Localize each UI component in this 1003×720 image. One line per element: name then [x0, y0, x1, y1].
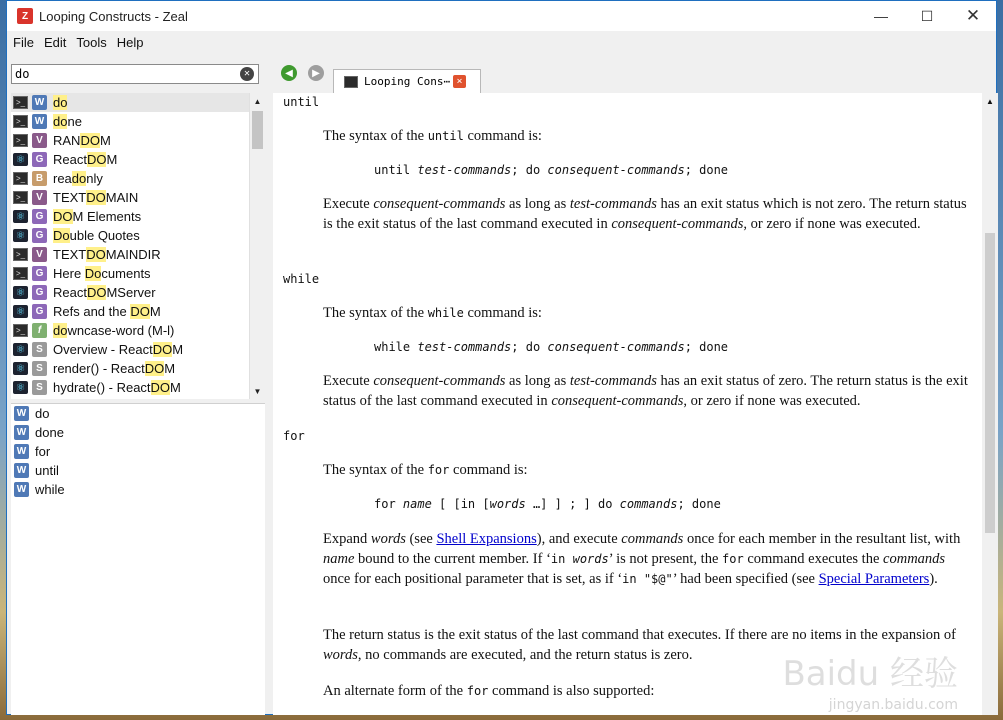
content-scroll-thumb[interactable] — [985, 233, 995, 533]
results-scrollbar[interactable] — [249, 93, 265, 399]
baidu-watermark: Baidu 经验 — [782, 654, 958, 694]
result-label: Double Quotes — [53, 228, 140, 243]
result-label: downcase-word (M-l) — [53, 323, 175, 338]
react-docset-icon: ⚛ — [13, 305, 28, 318]
type-B-icon: B — [32, 171, 47, 186]
word-type-icon: W — [14, 425, 29, 440]
type-S-icon: S — [32, 342, 47, 357]
result-label: Here Documents — [53, 266, 151, 281]
type-V-icon: V — [32, 247, 47, 262]
maximize-button[interactable]: ☐ — [920, 7, 934, 24]
result-label: Refs and the DOM — [53, 304, 161, 319]
react-docset-icon: ⚛ — [13, 286, 28, 299]
app-window — [6, 0, 997, 715]
while-syntax-code: while test-commands; do consequent-commands; done — [374, 340, 729, 354]
tab-looping-constructs[interactable] — [333, 69, 481, 93]
content-scroll-up-icon[interactable]: ▲ — [986, 96, 994, 106]
type-V-icon: V — [32, 133, 47, 148]
for-return-status: The return status is the exit status of the last command that executes. If there are no items in the expansion of words, no commands are executed, and the return status is zero. — [323, 627, 956, 663]
special-parameters-link[interactable]: Special Parameters — [818, 571, 930, 587]
result-item[interactable] — [11, 188, 265, 207]
result-label: RANDOM — [53, 133, 111, 148]
result-item[interactable] — [11, 93, 265, 112]
type-S-icon: S — [32, 380, 47, 395]
term-for: for — [283, 429, 305, 443]
result-item[interactable] — [11, 169, 265, 188]
title-bar[interactable] — [7, 1, 996, 31]
type-W-icon: W — [32, 95, 47, 110]
menu-bar — [7, 31, 996, 53]
word-type-icon: W — [14, 406, 29, 421]
tab-close-icon[interactable]: × — [453, 75, 466, 88]
menu-file[interactable]: File — [13, 34, 34, 50]
result-item[interactable] — [11, 283, 265, 302]
result-label: do — [53, 95, 68, 110]
word-type-icon: W — [14, 444, 29, 459]
for-syntax-intro: The syntax of the for command is: — [323, 462, 528, 478]
toc-label: done — [35, 425, 64, 440]
clear-search-icon[interactable]: ✕ — [240, 67, 254, 81]
result-item[interactable] — [11, 321, 265, 340]
while-syntax-intro: The syntax of the while command is: — [323, 305, 542, 321]
toc-item[interactable] — [11, 442, 265, 461]
for-syntax-code: for name [ [in [words …] ] ; ] do commands; done — [374, 497, 721, 511]
type-f-icon: f — [32, 323, 47, 338]
react-docset-icon: ⚛ — [13, 153, 28, 166]
tab-label: Looping Cons⋯ — [364, 75, 451, 88]
result-item[interactable] — [11, 207, 265, 226]
scroll-up-icon[interactable]: ▲ — [253, 96, 262, 106]
result-label: TEXTDOMAINDIR — [53, 247, 161, 262]
word-type-icon: W — [14, 482, 29, 497]
menu-edit[interactable]: Edit — [43, 34, 67, 50]
type-G-icon: G — [32, 285, 47, 300]
result-item[interactable] — [11, 340, 265, 359]
react-docset-icon: ⚛ — [13, 210, 28, 223]
minimize-button[interactable]: — — [874, 8, 888, 24]
bash-docset-icon: >_ — [13, 267, 28, 280]
for-alternate-form: An alternate form of the for command is also supported: — [323, 683, 655, 699]
shell-expansions-link[interactable]: Shell Expansions — [436, 531, 537, 547]
until-syntax-intro: The syntax of the until command is: — [323, 128, 542, 144]
for-description: Expand words (see Shell Expansions), and execute commands once for each member in the resultant list, with name bound to the current member. If ‘in words’ is not present, the for command executes the commands once for each positional parameter that is set, as if ‘in "$@"’ had been specified (see Special Parameters). — [323, 531, 961, 587]
type-G-icon: G — [32, 152, 47, 167]
result-label: done — [53, 114, 82, 129]
scroll-thumb[interactable] — [252, 111, 263, 149]
doc-pane — [269, 53, 998, 715]
page-toc-list — [11, 403, 265, 715]
term-until: until — [283, 95, 320, 109]
until-syntax-code: until test-commands; do consequent-commands; done — [374, 163, 729, 177]
type-W-icon: W — [32, 114, 47, 129]
result-item[interactable] — [11, 131, 265, 150]
scroll-down-icon[interactable]: ▼ — [253, 386, 262, 396]
toc-item[interactable] — [11, 480, 265, 499]
content-scrollbar[interactable] — [982, 93, 998, 715]
react-docset-icon: ⚛ — [13, 343, 28, 356]
bash-docset-icon: >_ — [13, 115, 28, 128]
bash-docset-icon: >_ — [13, 324, 28, 337]
react-docset-icon: ⚛ — [13, 381, 28, 394]
search-input-value: do — [15, 67, 30, 81]
bash-docset-icon: >_ — [13, 96, 28, 109]
result-item[interactable] — [11, 226, 265, 245]
result-item[interactable] — [11, 150, 265, 169]
result-label: Overview - ReactDOM — [53, 342, 184, 357]
bash-docset-icon: >_ — [13, 134, 28, 147]
result-item[interactable] — [11, 112, 265, 131]
doc-content — [273, 93, 998, 715]
result-label: hydrate() - ReactDOM — [53, 380, 181, 395]
result-label: DOM Elements — [53, 209, 142, 224]
search-results-list — [11, 93, 265, 399]
result-label: TEXTDOMAIN — [53, 190, 139, 205]
term-while: while — [283, 272, 320, 286]
forward-arrow-icon[interactable]: ▶ — [308, 65, 324, 81]
type-G-icon: G — [32, 304, 47, 319]
type-G-icon: G — [32, 266, 47, 281]
menu-tools[interactable]: Tools — [76, 34, 107, 50]
type-G-icon: G — [32, 228, 47, 243]
window-title: Looping Constructs - Zeal — [39, 8, 188, 24]
zeal-icon: Z — [17, 8, 33, 24]
type-G-icon: G — [32, 209, 47, 224]
terminal-icon — [344, 76, 358, 88]
bash-docset-icon: >_ — [13, 191, 28, 204]
toc-item[interactable] — [11, 423, 265, 442]
react-docset-icon: ⚛ — [13, 229, 28, 242]
bash-docset-icon: >_ — [13, 248, 28, 261]
react-docset-icon: ⚛ — [13, 362, 28, 375]
while-description: Execute consequent-commands as long as test-commands has an exit status of zero. The return status is the exit status of the last command executed in consequent-commands, or zero if none was executed. — [323, 373, 968, 409]
toc-label: until — [35, 463, 59, 478]
type-V-icon: V — [32, 190, 47, 205]
toc-item[interactable] — [11, 461, 265, 480]
until-description: Execute consequent-commands as long as test-commands has an exit status which is not zero. The return status is the exit status of the last command executed in consequent-commands, or zero if none was executed. — [323, 196, 967, 232]
menu-help[interactable]: Help — [116, 34, 144, 50]
close-button[interactable]: ✕ — [965, 6, 981, 25]
baidu-watermark-url: jingyan.baidu.com — [828, 697, 958, 713]
sidebar — [7, 53, 265, 715]
result-item[interactable] — [11, 359, 265, 378]
result-label: ReactDOMServer — [53, 285, 156, 300]
result-item[interactable] — [11, 378, 265, 397]
result-label: readonly — [53, 171, 103, 186]
toc-label: do — [35, 406, 50, 421]
search-input[interactable] — [11, 64, 259, 84]
toc-label: while — [35, 482, 65, 497]
result-label: ReactDOM — [53, 152, 118, 167]
toc-label: for — [35, 444, 51, 459]
bash-docset-icon: >_ — [13, 172, 28, 185]
result-item[interactable] — [11, 302, 265, 321]
result-item[interactable] — [11, 264, 265, 283]
result-label: render() - ReactDOM — [53, 361, 176, 376]
result-item[interactable] — [11, 245, 265, 264]
type-S-icon: S — [32, 361, 47, 376]
word-type-icon: W — [14, 463, 29, 478]
back-arrow-icon[interactable]: ◀ — [281, 65, 297, 81]
toc-item[interactable] — [11, 404, 265, 423]
